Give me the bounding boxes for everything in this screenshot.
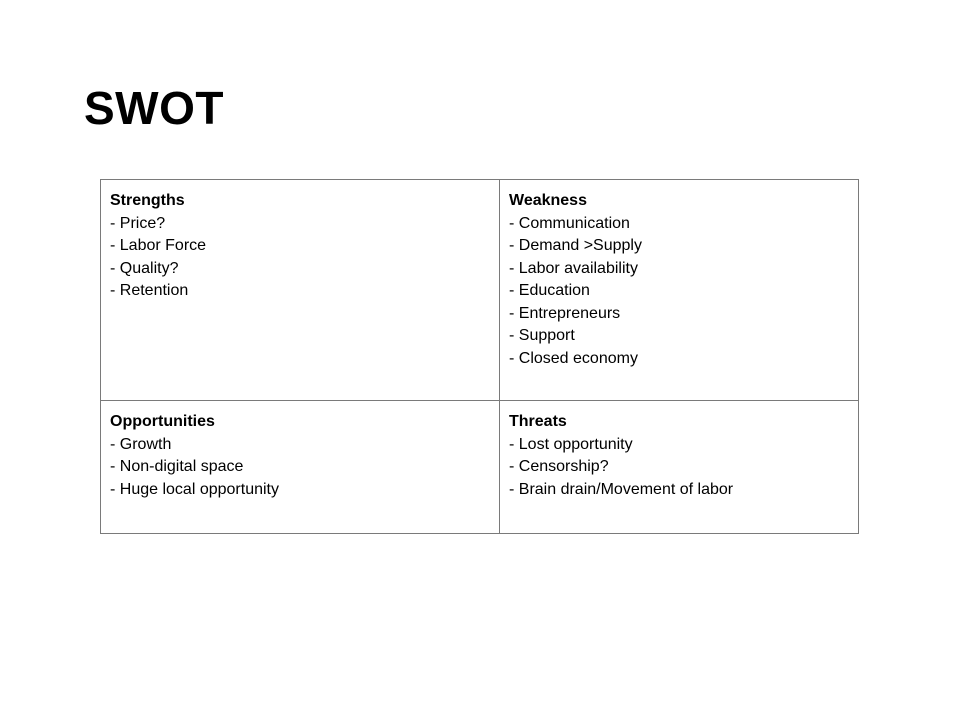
- strengths-item: - Retention: [110, 282, 189, 299]
- strengths-item: - Quality?: [110, 259, 179, 277]
- opportunities-item: - Growth: [110, 435, 172, 453]
- slide-title: SWOT: [84, 82, 224, 134]
- opportunities-cell: [101, 401, 500, 534]
- threats-item: - Lost opportunity: [509, 435, 633, 453]
- threats-item: - Censorship?: [509, 458, 609, 475]
- weakness-item: - Closed economy: [509, 349, 638, 367]
- swot-row-top: [101, 180, 859, 401]
- opportunities-item: - Huge local opportunity: [110, 480, 279, 498]
- weakness-item: - Demand >Supply: [509, 237, 642, 254]
- strengths-item: - Price?: [110, 214, 166, 232]
- weakness-item: - Communication: [509, 214, 630, 232]
- threats-cell: [500, 401, 859, 534]
- weakness-item: - Entrepreneurs: [509, 304, 621, 322]
- threats-heading: Threats: [509, 413, 567, 430]
- threats-item: - Brain drain/Movement of labor: [509, 480, 734, 498]
- strengths-heading: Strengths: [110, 192, 185, 209]
- weakness-heading: Weakness: [509, 192, 587, 209]
- strengths-cell: [101, 180, 500, 401]
- opportunities-item: - Non-digital space: [110, 458, 244, 475]
- strengths-item: - Labor Force: [110, 237, 207, 254]
- weakness-item: - Labor availability: [509, 259, 638, 277]
- opportunities-heading: Opportunities: [110, 413, 215, 430]
- weakness-item: - Education: [509, 282, 590, 299]
- weakness-cell: [500, 180, 859, 401]
- swot-table: [100, 179, 859, 534]
- swot-row-bottom: [101, 401, 859, 534]
- weakness-item: - Support: [509, 327, 575, 344]
